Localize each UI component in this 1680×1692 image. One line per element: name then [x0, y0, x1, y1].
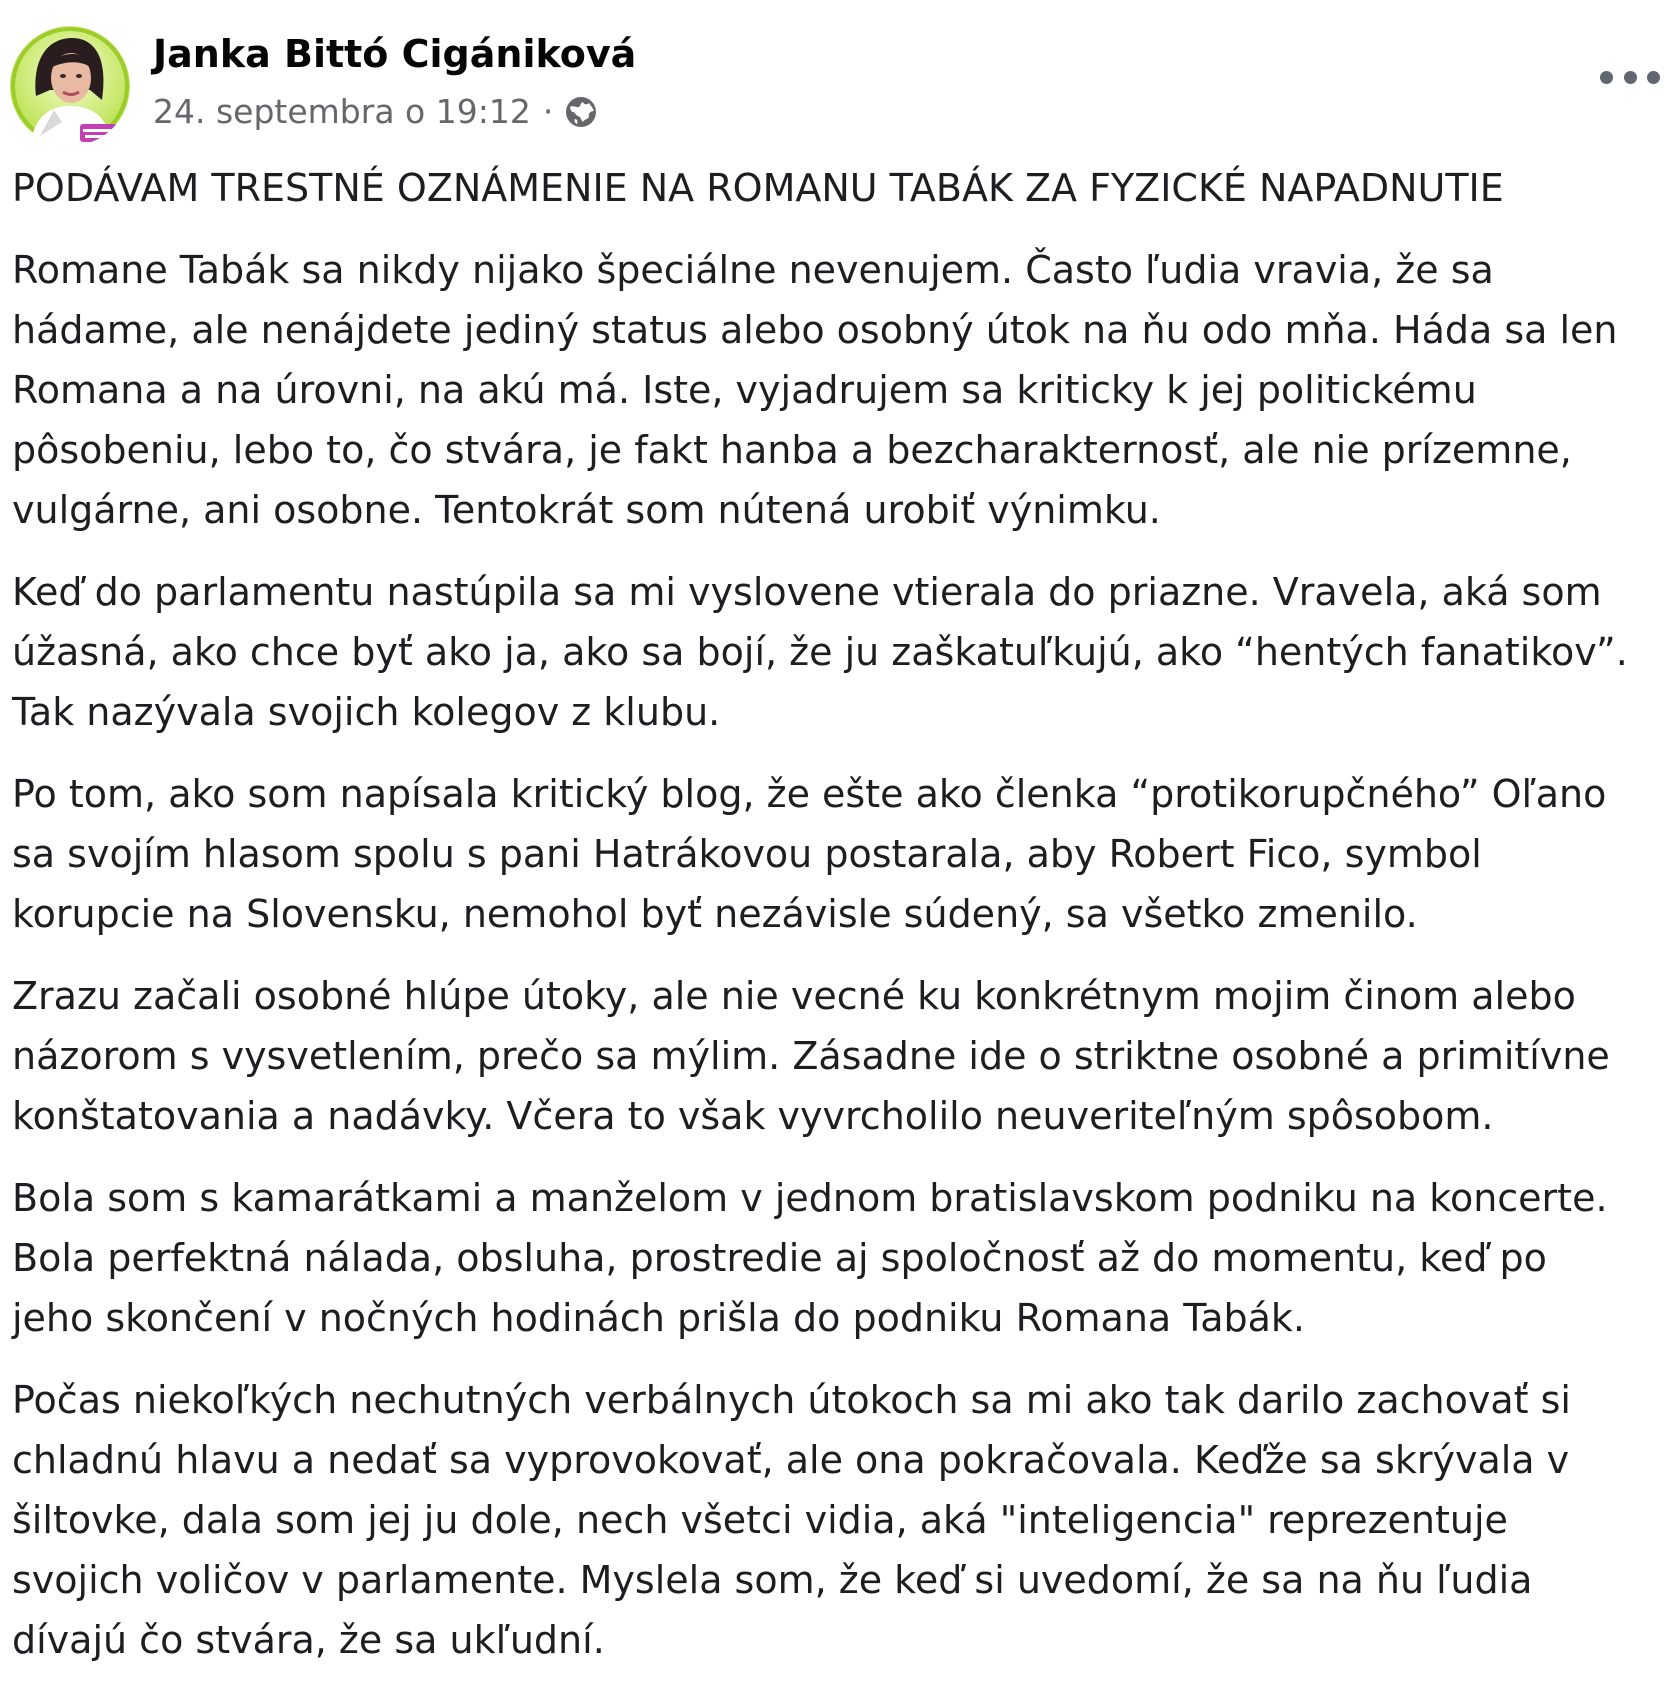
post-paragraph — [12, 1168, 1672, 1348]
author-name[interactable]: Janka Bittó Cigániková — [153, 32, 637, 76]
avatar-image — [10, 26, 130, 146]
paragraph-line: Keď do parlamentu nastúpila sa mi vyslovene vtierala do priazne. Vravela, aká som — [12, 570, 1602, 614]
paragraph-line: Bola som s kamarátkami a manželom v jednom bratislavskom podniku na koncerte. — [12, 1176, 1608, 1220]
paragraph-line: Romana a na úrovni, na akú má. Iste, vyjadrujem sa kriticky k jej politickému — [12, 368, 1477, 412]
paragraph-line: konštatovania a nadávky. Včera to však vyvrcholilo neuveriteľným spôsobom. — [12, 1094, 1494, 1138]
post-content — [12, 158, 1672, 1692]
paragraph-line: úžasná, ako chce byť ako ja, ako sa bojí, že ju zaškatuľkujú, ako “hentých fanatikov”. — [12, 630, 1628, 674]
paragraph-line: Bola perfektná nálada, obsluha, prostredie aj spoločnosť až do momentu, keď po — [12, 1236, 1547, 1280]
author-avatar[interactable] — [10, 26, 130, 146]
paragraph-line: hádame, ale nenájdete jediný status alebo osobný útok na ňu odo mňa. Háda sa len — [12, 308, 1618, 352]
paragraph-line: šiltovke, dala som jej ju dole, nech všetci vidia, aká "inteligencia" reprezentuje — [12, 1498, 1508, 1542]
paragraph-line: jeho skončení v nočných hodinách prišla do podniku Romana Tabák. — [12, 1296, 1305, 1340]
post-paragraph — [12, 764, 1672, 944]
post-paragraph — [12, 966, 1672, 1146]
paragraph-line: dívajú čo stvára, že sa ukľudní. — [12, 1618, 605, 1662]
more-options-dot — [1647, 71, 1660, 84]
more-options-dot — [1600, 71, 1613, 84]
paragraph-line: názorom s vysvetlením, prečo sa mýlim. Zásadne ide o striktne osobné a primitívne — [12, 1034, 1610, 1078]
post-timestamp[interactable]: 24. septembra o 19:12 — [153, 92, 531, 131]
more-options-dot — [1624, 71, 1637, 84]
post-headline: PODÁVAM TRESTNÉ OZNÁMENIE NA ROMANU TABÁK ZA FYZICKÉ NAPADNUTIE — [12, 166, 1504, 210]
paragraph-line: Romane Tabák sa nikdy nijako špeciálne nevenujem. Často ľudia vravia, že sa — [12, 248, 1494, 292]
paragraph-line: Zrazu začali osobné hlúpe útoky, ale nie vecné ku konkrétnym mojim činom alebo — [12, 974, 1576, 1018]
paragraph-line: Tak nazývala svojich kolegov z klubu. — [12, 690, 721, 734]
paragraph-line: chladnú hlavu a nedať sa vyprovokovať, ale ona pokračovala. Keďže sa skrývala v — [12, 1438, 1570, 1482]
post-paragraph — [12, 240, 1672, 540]
paragraph-line: vulgárne, ani osobne. Tentokrát som nútená urobiť výnimku. — [12, 488, 1161, 532]
post-paragraph — [12, 1370, 1672, 1670]
globe-icon[interactable] — [563, 94, 599, 130]
post-header — [10, 26, 1670, 146]
paragraph-line: Po tom, ako som napísala kritický blog, že ešte ako členka “protikorupčného” Oľano — [12, 772, 1607, 816]
paragraph-line: pôsobeniu, lebo to, čo stvára, je fakt hanba a bezcharakternosť, ale nie prízemne, — [12, 428, 1572, 472]
post-meta — [153, 92, 599, 131]
more-options-button[interactable] — [1600, 62, 1660, 92]
meta-separator: · — [542, 92, 554, 131]
post-paragraph — [12, 562, 1672, 742]
paragraph-line: svojich voličov v parlamente. Myslela som, že keď si uvedomí, že sa na ňu ľudia — [12, 1558, 1533, 1602]
paragraph-line: Počas niekoľkých nechutných verbálnych útokoch sa mi ako tak darilo zachovať si — [12, 1378, 1571, 1422]
paragraph-line: sa svojím hlasom spolu s pani Hatrákovou postarala, aby Robert Fico, symbol — [12, 832, 1482, 876]
paragraph-line: korupcie na Slovensku, nemohol byť nezávisle súdený, sa všetko zmenilo. — [12, 892, 1418, 936]
